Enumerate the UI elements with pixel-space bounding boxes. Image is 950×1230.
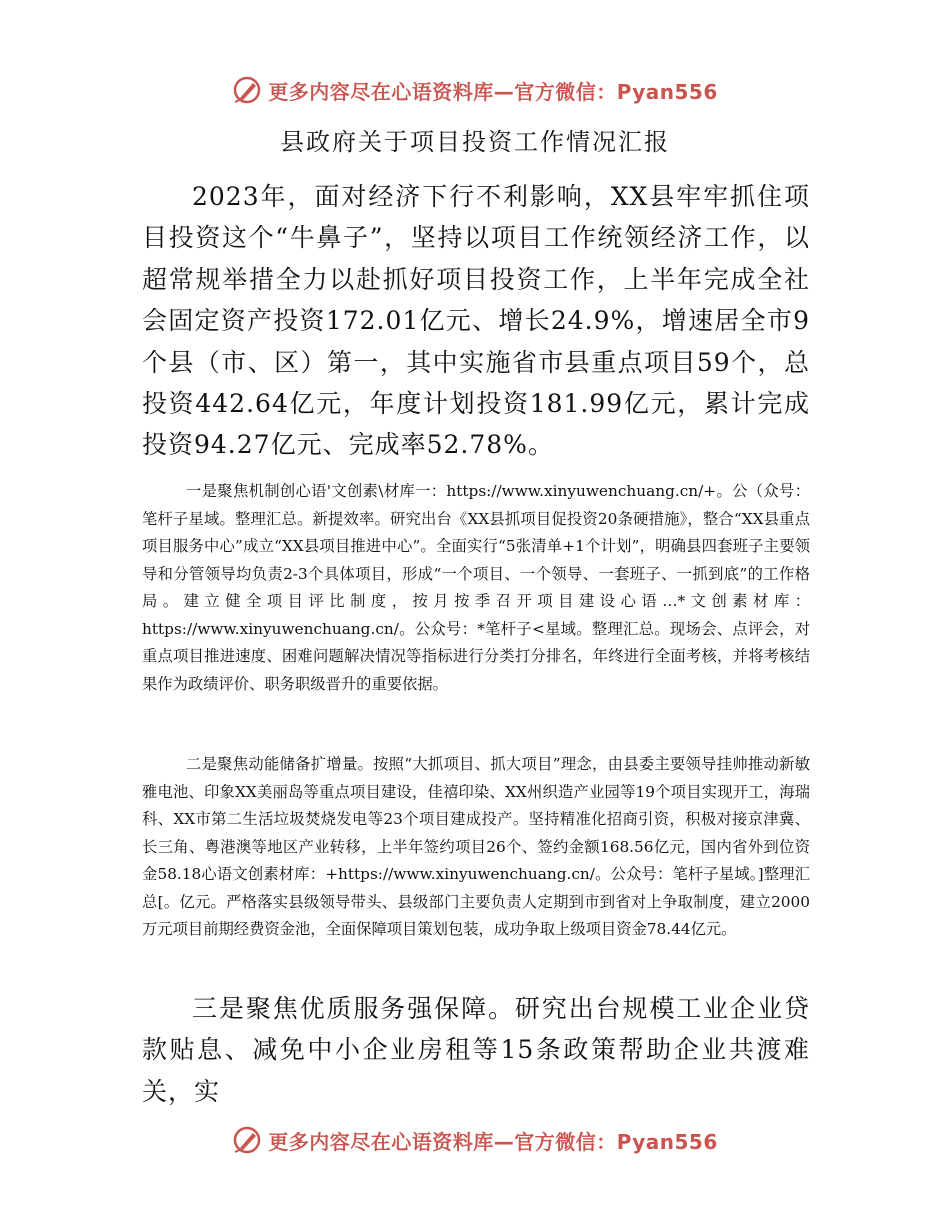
paragraph-intro: 2023年，面对经济下行不利影响，XX县牢牢抓住项目投资这个“牛鼻子”，坚持以项目工作统领经济工作，以超常规举措全力以赴抓好项目投资工作，上半年完成全社会固定资产投资172.01亿元、增长24.9%，增速居全市9个县（市、区）第一，其中实施省市县重点项目59个，总投资442.64亿元，年度计划投资181.99亿元，累计完成投资94.27亿元、完成率52.78%。 <box>142 182 810 460</box>
footer-watermark <box>0 1120 950 1160</box>
paragraph-mechanism: 一是聚焦机制创心语'文创素\材库一：https://www.xinyuwenchuang.cn/+。公（众号：笔杆子星域。整理汇总。新提效率。研究出台《XX县抓项目促投资20条硬措施》，整合“XX县重点项目服务中心”成立“XX县项目推进中心”。全面实行“5张清单+1个计划”，明确县四套班子主要领导和分管领导均负责2-3个具体项目，形成“一个项目、一个领导、一套班子、一抓到底”的工作格局。建立健全项目评比制度，按月按季召开项目建设心语…*文创素材库：https://www.xinyuwenchuang.cn/。公众号：*笔杆子<星域。整理汇总。现场会、点评会，对重点项目推进速度、困难问题解决情况等指标进行分类打分排名，年终进行全面考核，并将考核结果作为政绩评价、职务职级晋升的重要依据。 <box>142 482 810 693</box>
pen-logo-icon <box>232 1125 262 1155</box>
paragraph-service: 三是聚焦优质服务强保障。研究出台规模工业企业贷款贴息、减免中小企业房租等15条政策帮助企业共渡难关，实 <box>142 994 810 1106</box>
watermark-text: 更多内容尽在心语资料库—官方微信：Pyan556 <box>268 1129 718 1154</box>
watermark-text: 更多内容尽在心语资料库—官方微信：Pyan556 <box>268 79 718 104</box>
paragraph-momentum: 二是聚焦动能储备扩增量。按照“大抓项目、抓大项目”理念，由县委主要领导挂帅推动新敏雅电池、印象XX美丽岛等重点项目建设，佳禧印染、XX州织造产业园等19个项目实现开工，海瑞科、XX市第二生活垃圾焚烧发电等23个项目建成投产。坚持精准化招商引资，积极对接京津冀、长三角、粤港澳等地区产业转移，上半年签约项目26个、签约金额168.56亿元，国内省外到位资金58.18心语文创素材库：+https://www.xinyuwenchuang.cn/。公众号：笔杆子星域。]整理汇总[。亿元。严格落实县级领导带头、县级部门主要负责人定期到市到省对上争取制度，建立2000万元项目前期经费资金池，全面保障项目策划包装，成功争取上级项目资金78.44亿元。 <box>142 755 810 938</box>
pen-logo-icon <box>232 75 262 105</box>
header-watermark <box>0 70 950 110</box>
document-title: 县政府关于项目投资工作情况汇报 <box>280 128 670 156</box>
